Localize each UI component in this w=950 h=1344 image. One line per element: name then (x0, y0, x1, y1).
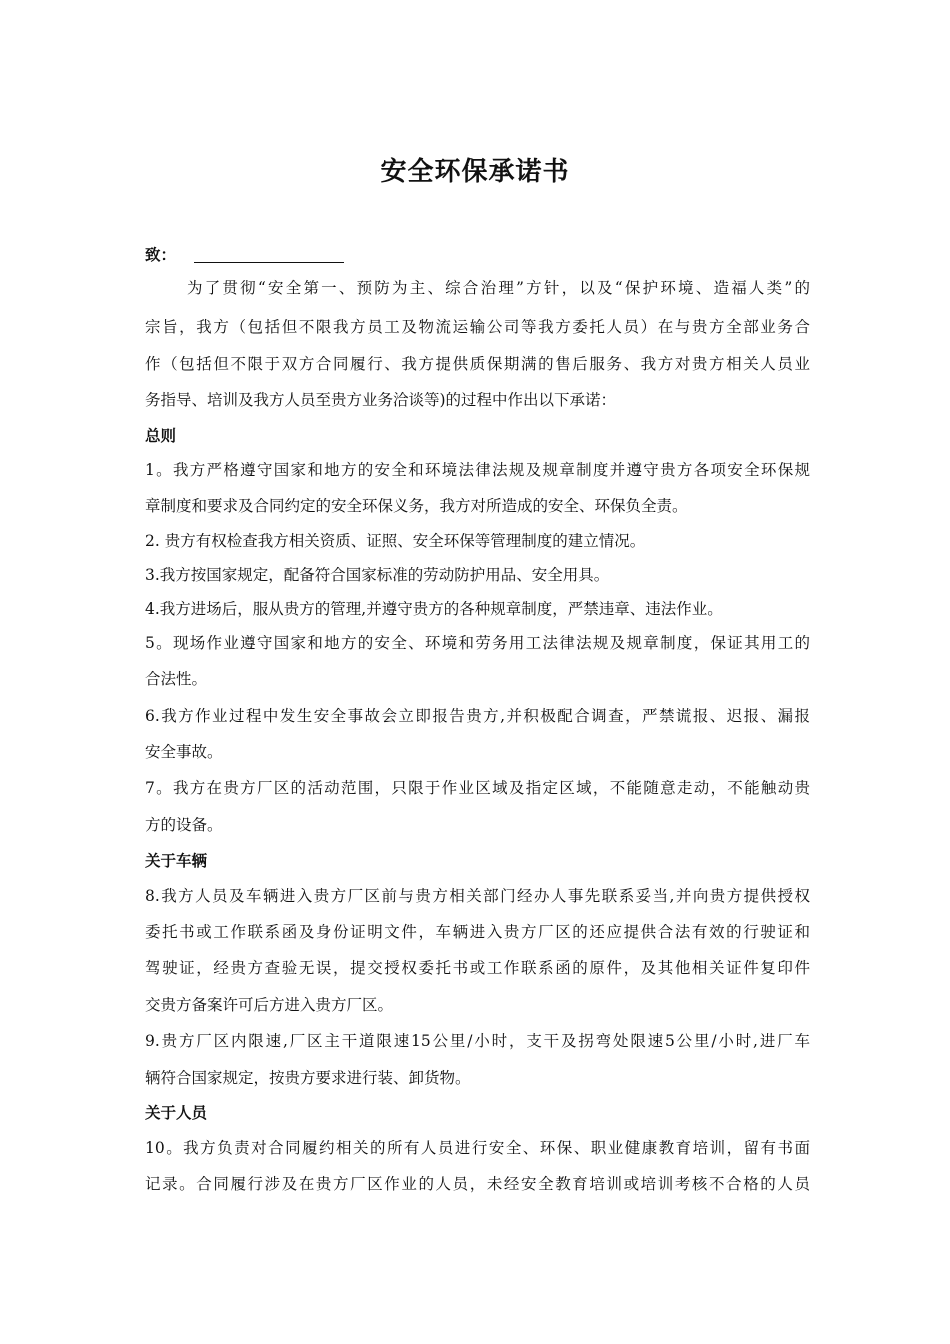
document-title: 安全环保承诺书 (380, 157, 570, 187)
item-5-line-2: 合法性。 (145, 670, 208, 688)
item-7-line-1: 7。我方在贵方厂区的活动范围，只限于作业区域及指定区域，不能随意走动，不能触动贵 (145, 779, 810, 797)
item-10-line-1: 10。我方负责对合同履约相关的所有人员进行安全、环保、职业健康教育培训，留有书面 (145, 1139, 810, 1157)
item-6-line-2: 安全事故。 (145, 743, 223, 761)
intro-line-2: 宗旨，我方（包括但不限我方员工及物流运输公司等我方委托人员）在与贵方全部业务合 (145, 318, 810, 336)
item-5-line-1: 5。现场作业遵守国家和地方的安全、环境和劳务用工法律法规及规章制度，保证其用工的 (145, 634, 810, 652)
intro-line-1: 为了贯彻“安全第一、预防为主、综合治理”方针，以及“保护环境、造福人类”的 (187, 279, 810, 297)
recipient-blank-line (194, 246, 344, 263)
intro-line-4: 务指导、培训及我方人员至贵方业务洽谈等)的过程中作出以下承诺： (145, 391, 617, 409)
item-9-line-2: 辆符合国家规定，按贵方要求进行装、卸货物。 (145, 1069, 471, 1087)
item-1-line-2: 章制度和要求及合同约定的安全环保义务，我方对所造成的安全、环保负全责。 (145, 497, 688, 515)
item-1-line-1: 1。我方严格遵守国家和地方的安全和环境法律法规及规章制度并遵守贵方各项安全环保规 (145, 461, 810, 479)
section-heading-general: 总则 (145, 426, 177, 445)
intro-line-3: 作（包括但不限于双方合同履行、我方提供质保期满的售后服务、我方对贵方相关人员业 (145, 355, 810, 373)
item-9-line-1: 9.贵方厂区内限速,厂区主干道限速15公里/小时，支干及拐弯处限速5公里/小时,进厂车 (145, 1032, 810, 1050)
item-8-line-1: 8.我方人员及车辆进入贵方厂区前与贵方相关部门经办人事先联系妥当,并向贵方提供授权 (145, 887, 810, 905)
item-8-line-2: 委托书或工作联系函及身份证明文件，车辆进入贵方厂区的还应提供合法有效的行驶证和 (145, 923, 810, 941)
item-10-line-2: 记录。合同履行涉及在贵方厂区作业的人员，未经安全教育培训或培训考核不合格的人员 (145, 1175, 810, 1193)
item-8-line-4: 交贵方备案许可后方进入贵方厂区。 (145, 996, 394, 1014)
section-heading-personnel: 关于人员 (145, 1103, 208, 1122)
item-4: 4.我方进场后，服从贵方的管理,并遵守贵方的各种规章制度，严禁违章、违法作业。 (145, 600, 723, 618)
item-7-line-2: 方的设备。 (145, 816, 223, 834)
recipient-label: 致： (145, 245, 177, 264)
recipient-line (145, 244, 810, 266)
item-3: 3.我方按国家规定，配备符合国家标准的劳动防护用品、安全用具。 (145, 566, 610, 584)
item-8-line-3: 驾驶证，经贵方查验无误，提交授权委托书或工作联系函的原件，及其他相关证件复印件 (145, 959, 810, 977)
section-heading-vehicles: 关于车辆 (145, 851, 208, 870)
item-6-line-1: 6.我方作业过程中发生安全事故会立即报告贵方,并积极配合调查，严禁谎报、迟报、漏报 (145, 707, 810, 725)
item-2: 2. 贵方有权检查我方相关资质、证照、安全环保等管理制度的建立情况。 (145, 532, 646, 550)
